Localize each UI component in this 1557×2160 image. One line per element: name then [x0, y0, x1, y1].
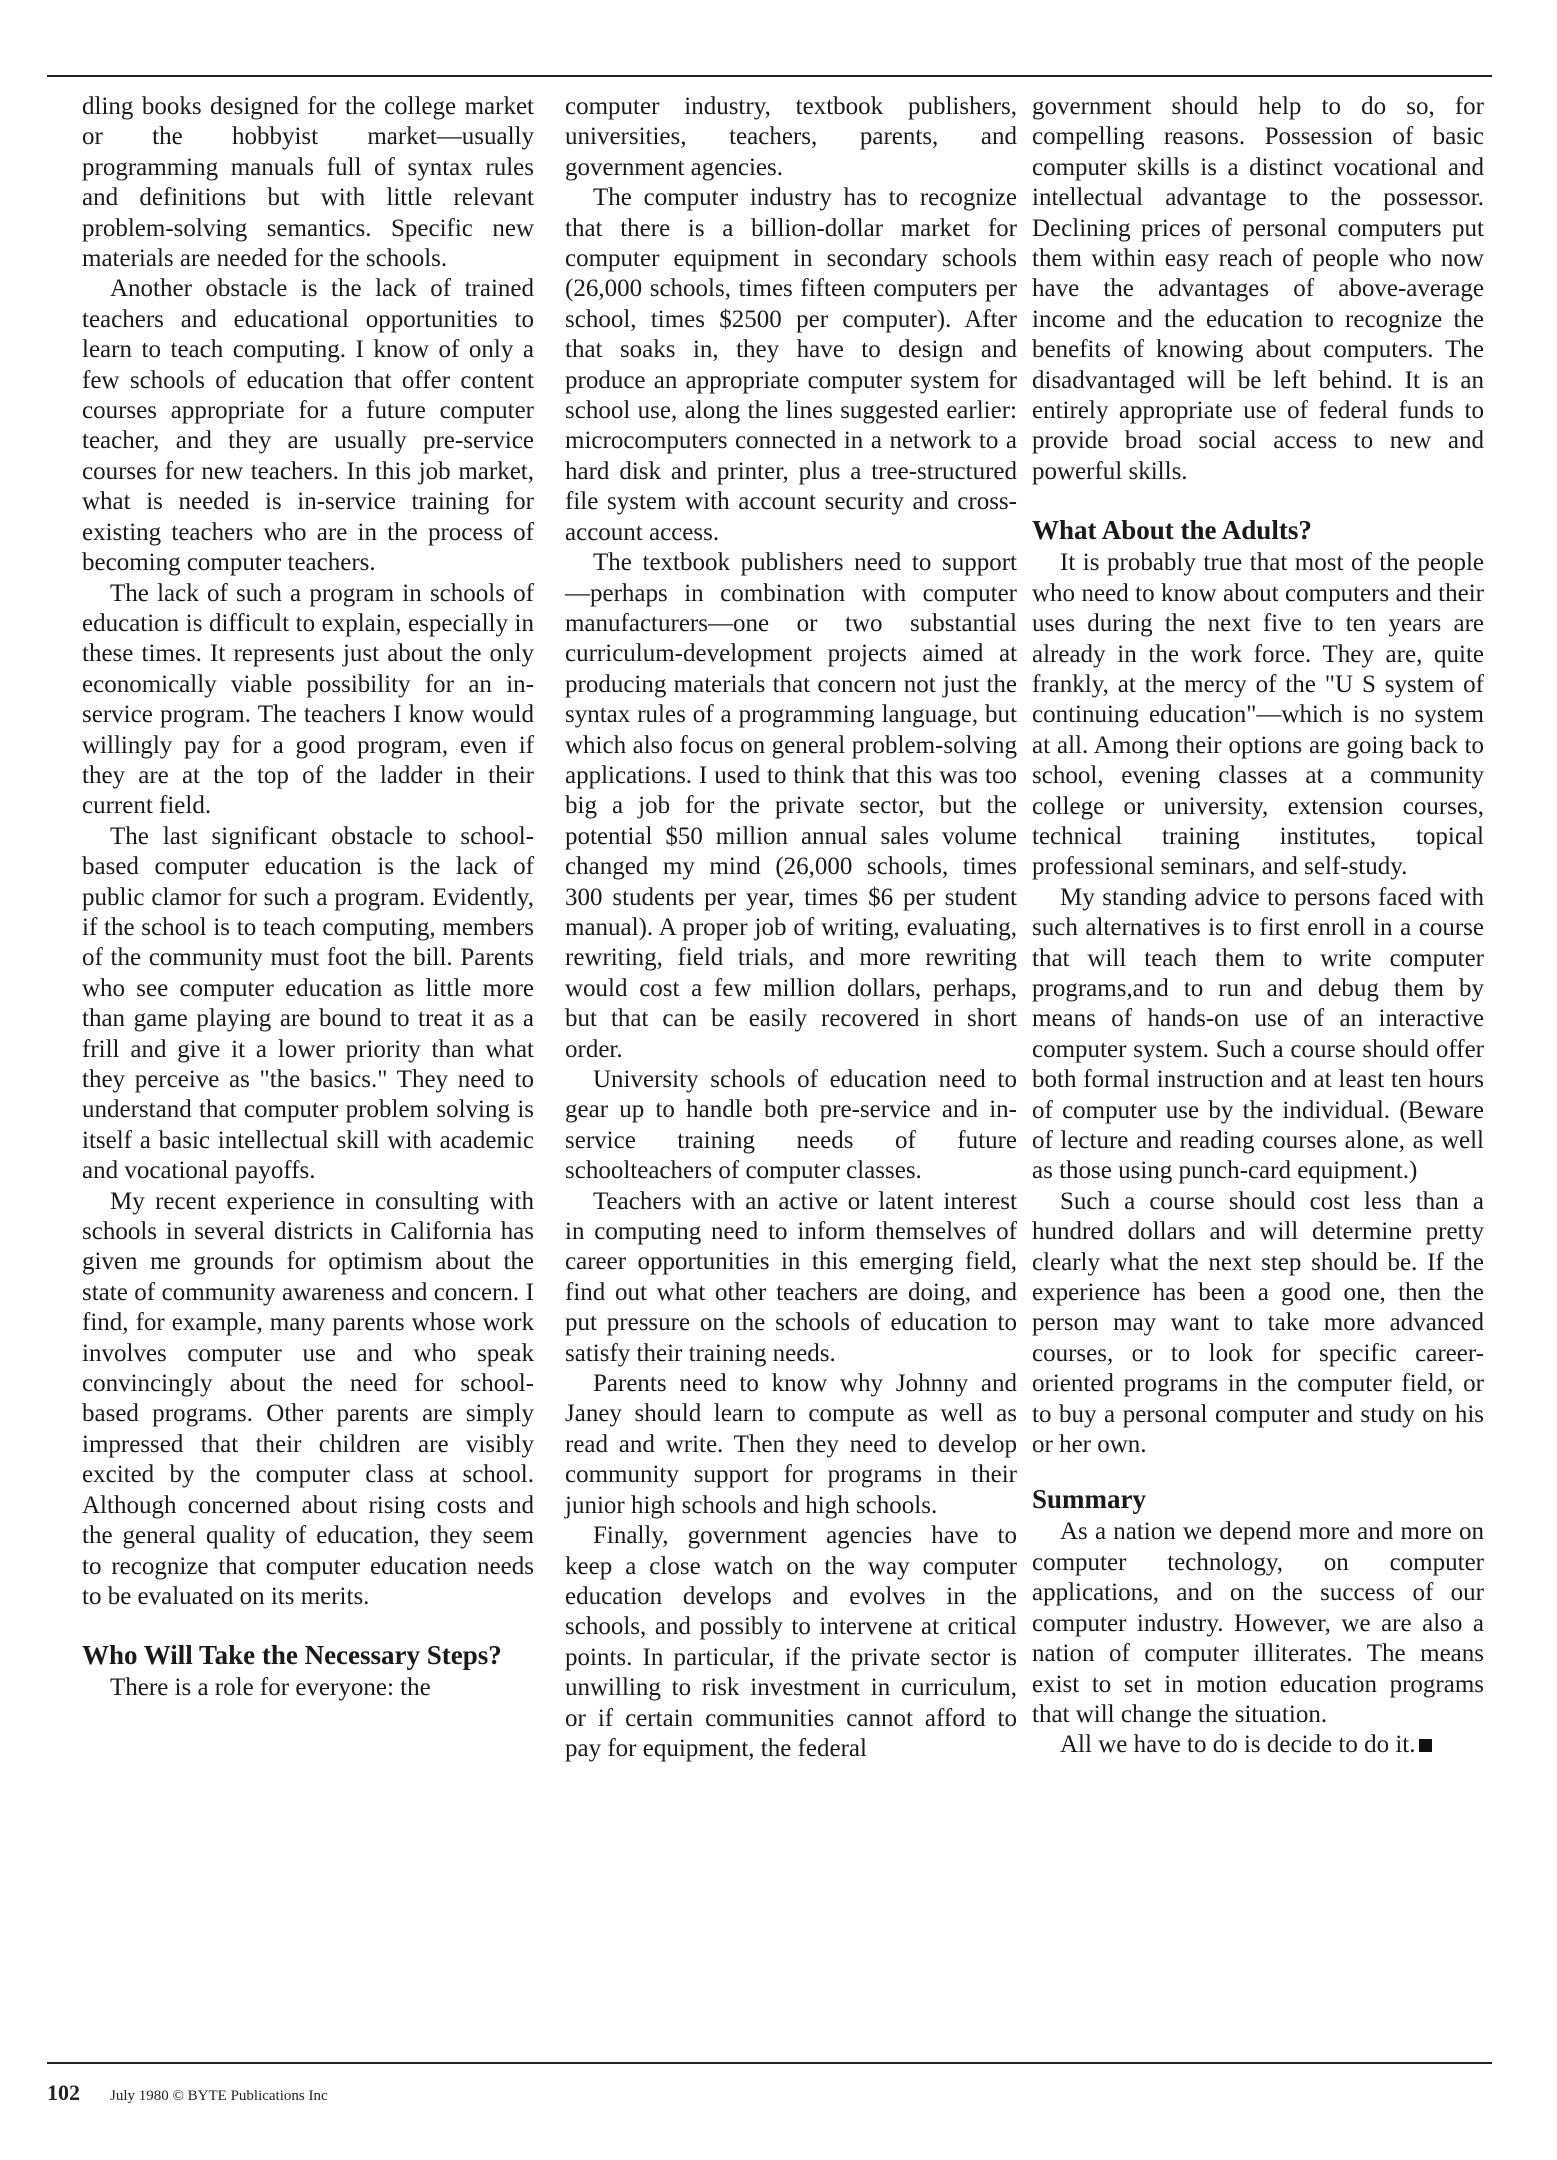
paragraph: There is a role for everyone: the: [110, 1674, 431, 1702]
end-of-article-mark-icon: [1419, 1739, 1432, 1752]
paragraph: University schools of education need to gear up to handle both pre-service and in-service training needs of future schoolteachers of computer classes.: [565, 1066, 1017, 1185]
paragraph: Teachers with an active or latent interest in computing need to inform themselves of career opportunities in this emerging field, find out what other teachers are doing, and put pressure on the schools of education to satisfy their training needs.: [565, 1187, 1017, 1367]
paragraph: Another obstacle is the lack of trained teachers and educational opportunities to learn to teach computing. I know of only a few schools of education that offer content courses appropriate for a future computer teacher, and they are usually pre-service courses for new teachers. In this job market, what is needed is in-service training for existing teachers who are in the process of becoming computer teachers.: [82, 275, 534, 577]
text-column-1: [82, 92, 534, 1704]
article-frame: [47, 75, 1492, 2064]
section-heading-summary: Summary: [1032, 1484, 1146, 1515]
paragraph: The computer industry has to recognize that there is a billion-dollar market for computer equipment in secondary schools (26,000 schools, times fifteen computers per school, times $2500 per computer). After that soaks in, they have to design and produce an appropriate computer system for school use, along the lines suggested earlier: microcomputers connected in a network to a hard disk and printer, plus a tree-structured file system with account security and cross-account access.: [565, 184, 1017, 546]
paragraph: My standing advice to persons faced with such alternatives is to first enroll in a course that will teach them to write computer programs,and to run and debug them by means of hands-on use of an interactive computer system. Such a course should offer both formal instruction and at least ten hours of computer use by the individual. (Beware of lecture and reading courses alone, as well as those using punch-card equipment.): [1032, 883, 1484, 1185]
paragraph: It is probably true that most of the people who need to know about computers and their uses during the next five to ten years are already in the work force. They are, quite frankly, at the mercy of the "U S system of continuing education"—which is no system at all. Among their options are going back to school, evening classes at a community college or university, extension courses, technical training institutes, topical professional seminars, and self-study.: [1032, 549, 1484, 881]
section-heading-adults: What About the Adults?: [1032, 515, 1312, 546]
final-sentence: All we have to do is decide to do it.: [1060, 1731, 1416, 1759]
paragraph: dling books designed for the college market or the hobbyist market—usually programming manuals full of syntax rules and definitions but with little relevant problem-solving semantics. Specific new materials are needed for the schools.: [82, 93, 534, 273]
paragraph: Parents need to know why Johnny and Janey should learn to compute as well as read and write. Then they need to develop community support for programs in their junior high schools and high schools.: [565, 1370, 1017, 1519]
paragraph: My recent experience in consulting with schools in several districts in California has given me grounds for optimism about the state of community awareness and concern. I find, for example, many parents whose work involves computer use and who speak convincingly about the need for school-based programs. Other parents are simply impressed that their children are visibly excited by the computer class at school. Although concerned about rising costs and the general quality of education, they seem to recognize that computer education needs to be evaluated on its merits.: [82, 1187, 534, 1610]
paragraph: computer industry, textbook publishers, universities, teachers, parents, and government agencies.: [565, 93, 1017, 181]
page-footer: [47, 2080, 328, 2106]
text-column-3: [1032, 92, 1484, 1761]
paragraph: The lack of such a program in schools of education is difficult to explain, especially in these times. It represents just about the only economically viable possibility for an in-service program. The teachers I know would willingly pay for a good program, even if they are at the top of the ladder in their current field.: [82, 579, 534, 820]
paragraph: Finally, government agencies have to keep a close watch on the way computer education develops and evolves in the schools, and possibly to intervene at critical points. In particular, if the private sector is unwilling to risk investment in curriculum, or if certain communities cannot afford to pay for equipment, the federal: [565, 1522, 1017, 1762]
paragraph: The last significant obstacle to school-based computer education is the lack of public clamor for such a program. Evidently, if the school is to teach computing, members of the community must foot the bill. Parents who see computer education as little more than game playing are bound to treat it as a frill and give it a lower priority than what they perceive as "the basics." They need to understand that computer problem solving is itself a basic intellectual skill with academic and vocational payoffs.: [82, 822, 534, 1185]
publication-credit: July 1980 © BYTE Publications Inc: [110, 2088, 328, 2104]
paragraph: As a nation we depend more and more on computer technology, on computer applications, and on the success of our computer industry. However, we are also a nation of computer illiterates. The means exist to set in motion education programs that will change the situation.: [1032, 1518, 1484, 1728]
text-column-2: [565, 92, 1017, 1764]
paragraph: government should help to do so, for compelling reasons. Possession of basic computer skills is a distinct vocational and intellectual advantage to the possessor. Declining prices of personal computers put them within easy reach of people who now have the advantages of above-average income and the education to recognize the benefits of knowing about computers. The disadvantaged will be left behind. It is an entirely appropriate use of federal funds to provide broad social access to new and powerful skills.: [1032, 93, 1484, 485]
section-heading-necessary-steps: Who Will Take the Necessary Steps?: [82, 1640, 502, 1671]
page-number: 102: [47, 2080, 80, 2105]
paragraph: Such a course should cost less than a hundred dollars and will determine pretty clearly what the next step should be. If the experience has been a good one, then the person may want to take more advanced courses, or to look for specific career-oriented programs in the computer field, or to buy a personal computer and study on his or her own.: [1032, 1187, 1484, 1459]
paragraph-final: [1032, 1730, 1484, 1760]
paragraph: The textbook publishers need to support—perhaps in combination with computer manufacturers—one or two substantial curriculum-development projects aimed at producing materials that concern not just the syntax rules of a programming language, but which also focus on general problem-solving applications. I used to think that this was too big a job for the private sector, but the potential $50 million annual sales volume changed my mind (26,000 schools, times 300 students per year, times $6 per student manual). A proper job of writing, evaluating, rewriting, field trials, and more rewriting would cost a few million dollars, perhaps, but that can be easily recovered in short order.: [565, 549, 1017, 1063]
